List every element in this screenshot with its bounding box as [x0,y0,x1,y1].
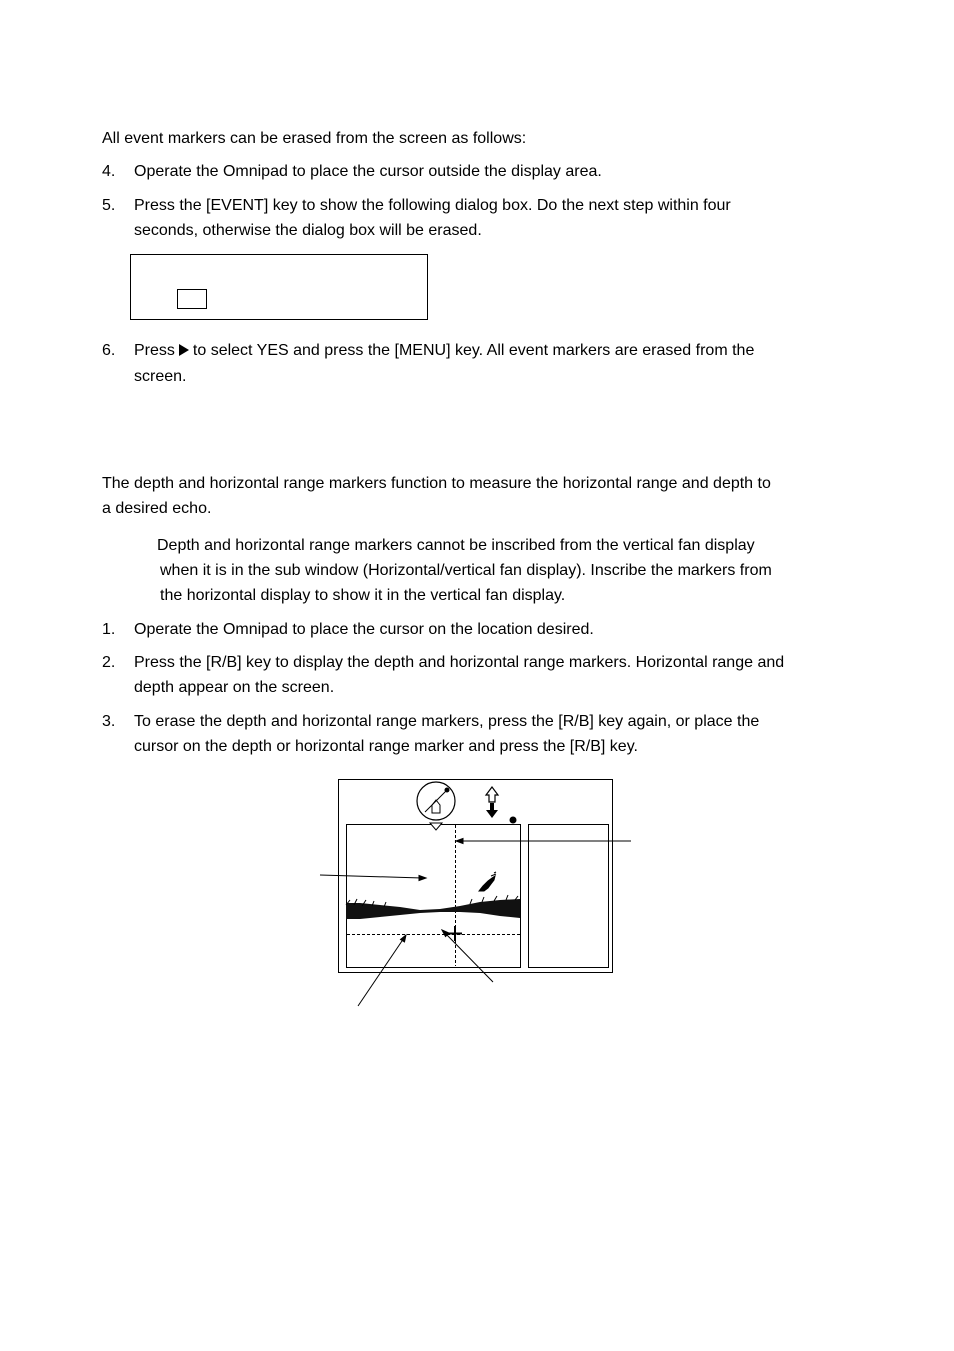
step-text: screen. [134,368,187,385]
step-number: 1. [102,621,116,638]
note-text: the horizontal display to show it in the vertical fan display. [160,587,566,604]
bearing-triangle [430,823,442,830]
range-intro: a desired echo. [102,500,212,517]
step-number: 5. [102,197,116,214]
step-number: 2. [102,654,116,671]
note-text: when it is in the sub window (Horizontal/vertical fan display). Inscribe the markers from [160,562,772,579]
step-text: Press the [EVENT] key to show the following dialog box. Do the next step within four [134,197,731,214]
step-text: Press the [R/B] key to display the depth and horizontal range markers. Horizontal range and [134,654,785,671]
side-window [529,825,609,968]
display-frame [339,780,613,973]
step-text: seconds, otherwise the dialog box will be erased. [134,222,482,239]
step-text: To erase the depth and horizontal range markers, press the [R/B] key again, or place the [134,713,760,730]
note-text: Depth and horizontal range markers cannot be inscribed from the vertical fan display [157,537,755,554]
step-number: 4. [102,163,116,180]
indicator-dot [510,817,517,824]
step-text-post: to select YES and press the [MENU] key. All event markers are erased from the [192,342,755,359]
main-window [347,825,521,968]
seabed-echo [346,895,520,919]
step-text: depth appear on the screen. [134,679,335,696]
leader-line-cursor [446,934,493,982]
fish-school-echo [479,872,496,891]
step-text-pre: Press [134,342,175,359]
step-number: 3. [102,713,116,730]
step-number: 6. [102,342,116,359]
up-down-arrow-icon [486,787,498,818]
step-text: Operate the Omnipad to place the cursor on the location desired. [134,621,594,638]
range-intro: The depth and horizontal range markers function to measure the horizontal range and depth to [102,475,771,492]
step-text: Operate the Omnipad to place the cursor outside the display area. [134,163,602,180]
leader-line-echo [320,875,422,878]
event-intro: All event markers can be erased from the screen as follows: [102,130,527,147]
step-text: cursor on the depth or horizontal range marker and press the [R/B] key. [134,738,638,755]
own-ship-icon [417,782,455,820]
